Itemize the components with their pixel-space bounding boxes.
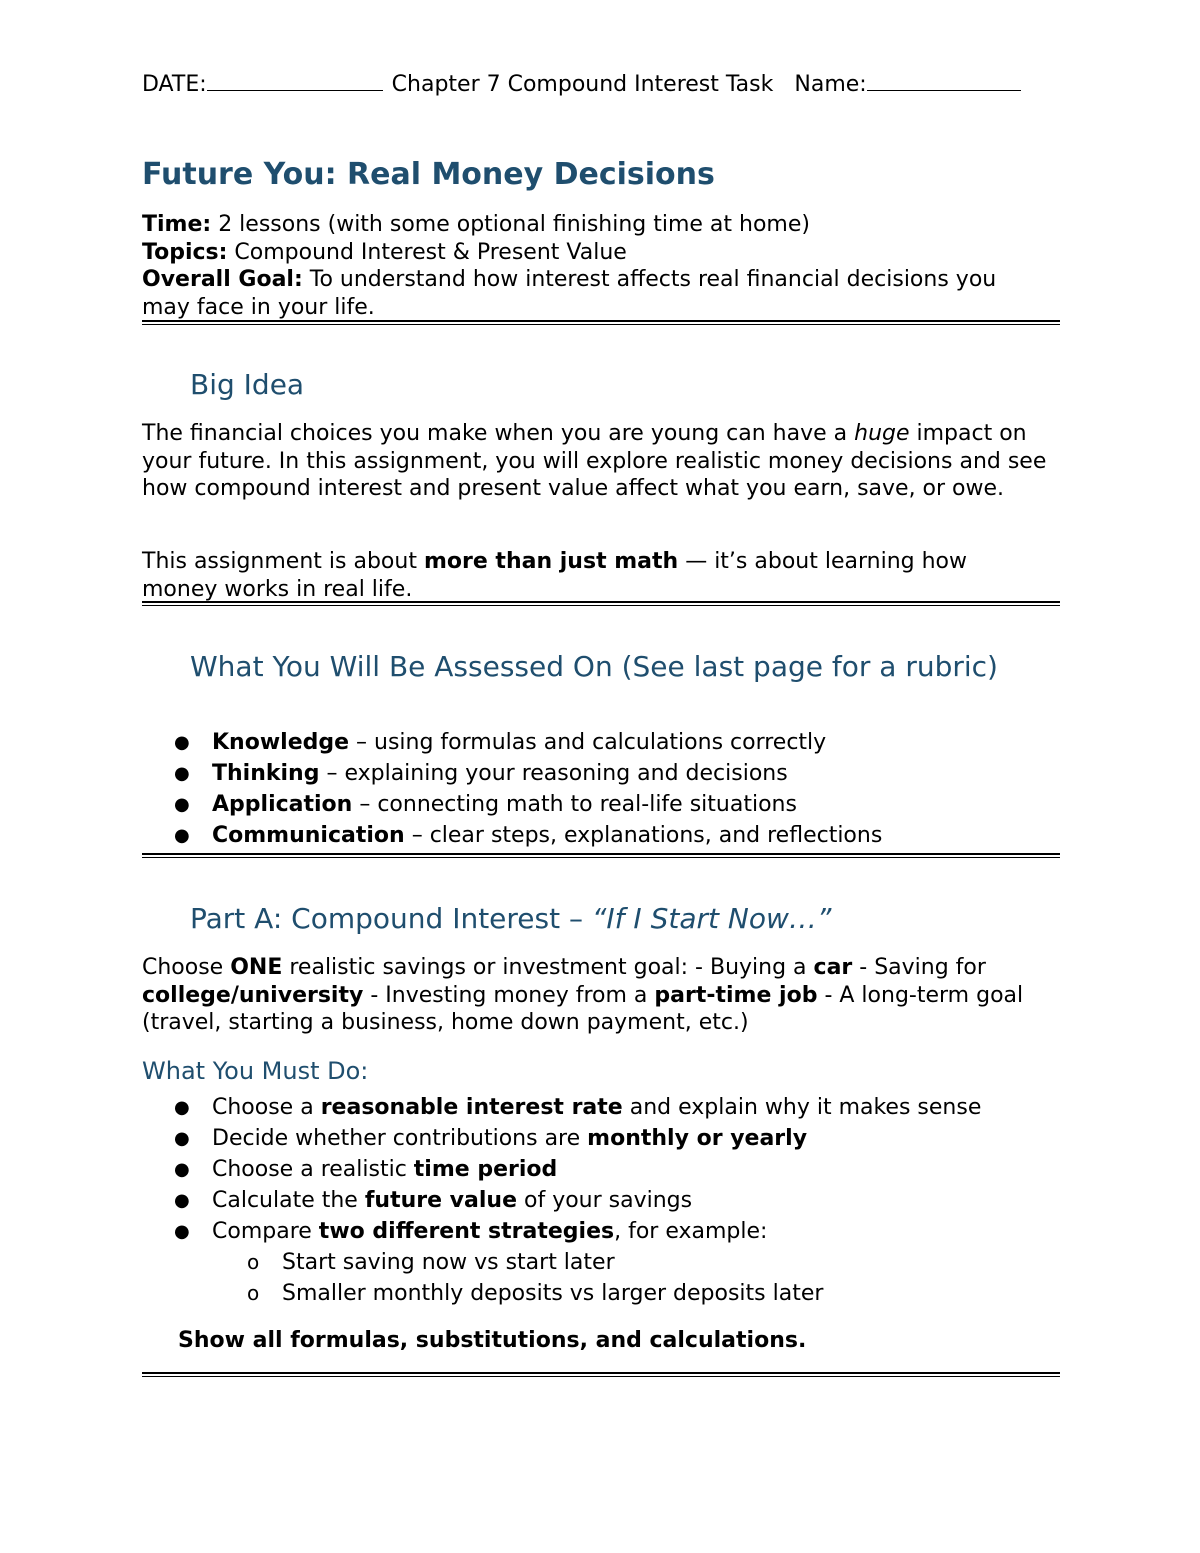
bullet-icon: ● (174, 1159, 190, 1180)
assessed-item-label: Communication (212, 823, 405, 848)
must-do-item (142, 1185, 1062, 1216)
assessed-item-label: Application (212, 792, 353, 817)
intro-text: - A long-term goal (travel, starting a business, home down payment, etc.) (142, 982, 1024, 1035)
goal-value: To understand how interest affects real financial decisions you may face in your life. (142, 267, 997, 320)
must-do-item (142, 1154, 1062, 1185)
assessed-item (142, 758, 1062, 789)
divider (142, 320, 1060, 325)
name-label: Name: (794, 72, 867, 97)
must-do-heading: What You Must Do: (142, 1057, 369, 1085)
meta-block (142, 211, 1060, 321)
header-line (142, 71, 1060, 99)
example-item (142, 1247, 1062, 1278)
bullet-icon: ● (174, 763, 190, 784)
must-do-bold: two different strategies (318, 1219, 615, 1244)
must-do-text: Calculate the (212, 1188, 365, 1213)
examples-list (142, 1247, 1062, 1309)
part-a-heading (190, 900, 831, 937)
part-a-intro (142, 954, 1057, 1037)
topics-label: Topics: (142, 239, 228, 265)
big-idea-text: This assignment is about (142, 549, 424, 574)
assessed-item (142, 789, 1062, 820)
must-do-text: Compare (212, 1219, 319, 1244)
must-do-text: and explain why it makes sense (622, 1095, 982, 1120)
topics-line (142, 239, 1060, 267)
example-text: Smaller monthly deposits vs larger deposits later (282, 1281, 824, 1306)
must-do-bold: reasonable interest rate (320, 1095, 623, 1120)
big-idea-bold: more than just math (423, 549, 679, 574)
big-idea-text: impact on your future. In this assignment, you will explore realistic money decisions and see how compound interest and present value affect what you earn, save, or owe. (142, 421, 1047, 501)
assessed-item-text: – using formulas and calculations correctly (349, 730, 827, 755)
intro-bold: part-time job (654, 982, 818, 1008)
assessed-item-label: Thinking (212, 761, 320, 786)
intro-bold: college/university (142, 982, 364, 1008)
bullet-icon: ● (174, 794, 190, 815)
assessed-heading-text: What You Will Be Assessed On (See last page for a rubric) (190, 650, 998, 683)
date-label: DATE: (142, 72, 207, 97)
assessed-list (142, 727, 1062, 851)
bullet-icon: ● (174, 1190, 190, 1211)
must-do-text: of your savings (517, 1188, 693, 1213)
divider (142, 853, 1060, 858)
example-text: Start saving now vs start later (282, 1250, 615, 1275)
must-do-text: , for example: (614, 1219, 768, 1244)
must-do-text: Decide whether contributions are (212, 1126, 588, 1151)
must-do-bold: time period (413, 1157, 558, 1182)
big-idea-text: — it’s about learning how money works in real life. (142, 549, 967, 602)
divider (142, 601, 1060, 606)
must-do-item (142, 1216, 1062, 1247)
must-do-text: Choose a (212, 1095, 321, 1120)
must-do-item (142, 1092, 1062, 1123)
goal-label: Overall Goal: (142, 267, 303, 292)
big-idea-emphasis: huge (854, 421, 910, 446)
must-do-bold: future value (364, 1188, 517, 1213)
document-title: Future You: Real Money Decisions (142, 157, 715, 192)
time-value: 2 lessons (with some optional finishing time at home) (211, 212, 810, 237)
circle-bullet-icon: o (247, 1250, 260, 1274)
big-idea-text: The financial choices you make when you are young can have a (142, 421, 855, 446)
part-a-heading-text: Part A: Compound Interest – (190, 902, 592, 935)
big-idea-paragraph-1 (142, 420, 1062, 503)
circle-bullet-icon: o (247, 1281, 260, 1305)
assessed-item-text: – clear steps, explanations, and reflections (404, 823, 883, 848)
show-all-note (178, 1327, 1098, 1355)
time-label: Time: (142, 212, 212, 237)
intro-text: realistic savings or investment goal: - Buying a (282, 955, 814, 980)
bullet-icon: ● (174, 1097, 190, 1118)
divider (142, 1372, 1060, 1377)
intro-text: - Saving for (852, 955, 986, 980)
big-idea-heading: Big Idea (190, 368, 305, 401)
assessed-item-text: – connecting math to real-life situations (352, 792, 797, 817)
bullet-icon: ● (174, 825, 190, 846)
intro-text: Choose (142, 955, 231, 980)
example-item (142, 1278, 1062, 1309)
time-line (142, 211, 1060, 239)
intro-bold: ONE (230, 955, 283, 980)
goal-line (142, 266, 1022, 321)
big-idea-paragraph-2 (142, 548, 1042, 603)
intro-text: - Investing money from a (363, 982, 655, 1008)
must-do-bold: monthly or yearly (587, 1126, 808, 1151)
assessed-item (142, 727, 1062, 758)
assessed-item (142, 820, 1062, 851)
assessed-heading (142, 648, 1042, 685)
assessed-item-label: Knowledge (212, 730, 350, 755)
must-do-item (142, 1123, 1062, 1154)
bullet-icon: ● (174, 1221, 190, 1242)
header-title: Chapter 7 Compound Interest Task (391, 72, 774, 97)
name-blank (867, 90, 1021, 91)
bullet-icon: ● (174, 1128, 190, 1149)
topics-value: Compound Interest & Present Value (227, 239, 627, 265)
part-a-heading-emphasis: “If I Start Now…” (591, 902, 832, 935)
must-do-text: Choose a realistic (212, 1157, 414, 1182)
intro-bold: car (813, 955, 853, 980)
bullet-icon: ● (174, 732, 190, 753)
must-do-list (142, 1092, 1062, 1247)
date-blank (207, 90, 383, 91)
show-all-text: Show all formulas, substitutions, and calculations. (178, 1328, 807, 1353)
assessed-item-text: – explaining your reasoning and decisions (319, 761, 788, 786)
